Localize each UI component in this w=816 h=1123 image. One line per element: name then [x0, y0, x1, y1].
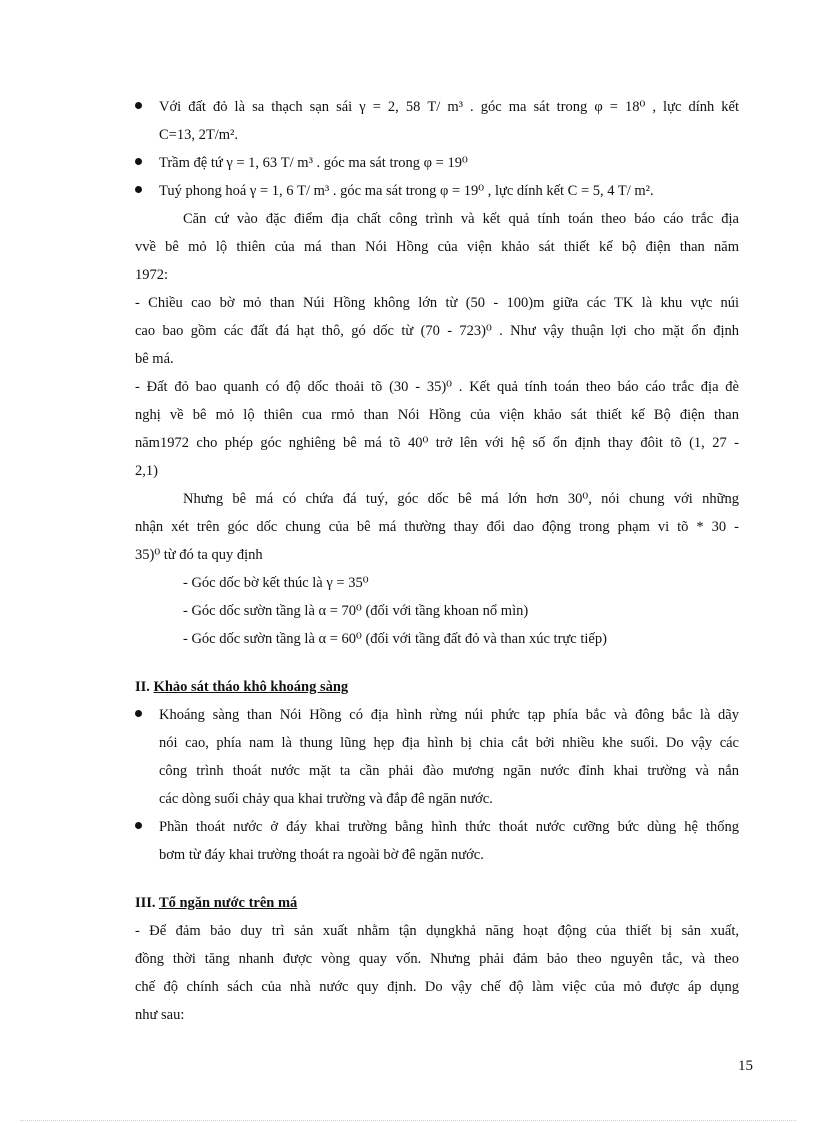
bullet-text: Tuý phong hoá γ = 1, 6 T/ m³ . góc ma sát trong φ = 19⁰ , lực dính kết C = 5, 4 T/ m². [159, 183, 654, 199]
page-number: 15 [738, 1058, 753, 1074]
bullet-text-cont: bơm từ đáy khai trường thoát ra ngoài bờ đê ngăn nước. [159, 847, 484, 863]
bullet-dot-icon [135, 186, 142, 193]
bullet-item [135, 149, 739, 177]
bullet-text: Khoáng sàng than Nói Hồng có địa hình rừng núi phức tạp phía bắc và đông bắc là dãy [159, 707, 739, 723]
section-heading [135, 889, 739, 917]
section-number: III. [135, 895, 156, 911]
bullet-item [135, 701, 739, 729]
paragraph-line: 35)⁰ từ đó ta quy định [135, 547, 263, 563]
section-number: II. [135, 679, 150, 695]
page-content [135, 93, 739, 1029]
paragraph-line: Nhưng bê má có chứa đá tuý, góc dốc bê má lớn hơn 30⁰, nói chung với những [183, 491, 739, 507]
section-heading [135, 673, 739, 701]
bullet-text-cont: nói cao, phía nam là thung lũng hẹp địa hình bị chia cắt bởi nhiều khe suối. Do vậy các [159, 735, 739, 751]
paragraph-line: bê má. [135, 351, 174, 367]
paragraph-line: - Để đảm bảo duy trì sản xuất nhằm tận dụngkhả năng hoạt động của thiết bị sản xuất, [135, 923, 739, 939]
page-bottom-divider [20, 1120, 796, 1121]
bullet-text: Trầm đệ tứ γ = 1, 63 T/ m³ . góc ma sát trong φ = 19⁰ [159, 155, 468, 171]
bullet-dot-icon [135, 158, 142, 165]
paragraph-line: 2,1) [135, 463, 158, 479]
bullet-item [135, 813, 739, 841]
bullet-text: Với đất đỏ là sa thạch sạn sái γ = 2, 58 T/ m³ . góc ma sát trong φ = 18⁰ , lực dính kết [159, 99, 739, 115]
paragraph-line: chế độ chính sách của nhà nước quy định. Do vậy chế độ làm việc của mỏ được áp dụng [135, 979, 739, 995]
bullet-dot-icon [135, 710, 142, 717]
paragraph-line: đồng thời tăng nhanh được vòng quay vốn. Nhưng phải đảm bảo theo nguyên tắc, và theo [135, 951, 739, 967]
paragraph-line: cao bao gồm các đất đá hạt thô, gó dốc từ (70 - 723)⁰ . Như vậy thuận lợi cho mặt ổn định [135, 323, 739, 339]
paragraph-line: như sau: [135, 1007, 185, 1023]
bullet-dot-icon [135, 822, 142, 829]
dash-item: - Góc dốc sườn tầng là α = 60⁰ (đối với tầng đất đỏ và than xúc trực tiếp) [183, 631, 607, 647]
section-title: Tổ ngăn nước trên má [158, 895, 298, 911]
bullet-text-cont: công trình thoát nước mặt ta cần phải đào mương ngăn nước đỉnh khai trường và nắn [159, 763, 739, 779]
dash-item: - Góc dốc bờ kết thúc là γ = 35⁰ [183, 575, 369, 591]
bullet-item [135, 177, 739, 205]
bullet-text-cont: C=13, 2T/m². [159, 127, 238, 143]
paragraph-line: năm1972 cho phép góc nghiêng bê má tõ 40⁰ trở lên với hệ số ổn định thay đôit tõ (1, 27 - [135, 435, 739, 451]
paragraph-line: - Chiều cao bờ mỏ than Núi Hồng không lớn từ (50 - 100)m giữa các TK là khu vực núi [135, 295, 739, 311]
paragraph-line: vvề bê mỏ lộ thiên của má than Nói Hồng của viện khảo sát thiết kế bộ điện than năm [135, 239, 739, 255]
paragraph-line: Căn cứ vào đặc điểm địa chất công trình và kết quả tính toán theo báo cáo trắc địa [183, 211, 739, 227]
bullet-text-cont: các dòng suối chảy qua khai trường và đắp đê ngăn nước. [159, 791, 493, 807]
section-title: Khảo sát tháo khô khoáng sàng [153, 679, 349, 695]
paragraph-line: nghị về bê mỏ lộ thiên cua rmỏ than Nói Hồng của viện khảo sát thiết kế Bộ điện than [135, 407, 739, 423]
dash-item: - Góc dốc sườn tầng là α = 70⁰ (đối với tầng khoan nổ mìn) [183, 603, 529, 619]
bullet-text: Phần thoát nước ở đáy khai trường bằng hình thức thoát nước cưỡng bức dùng hệ thống [159, 819, 739, 835]
bullet-item [135, 93, 739, 121]
bullet-dot-icon [135, 102, 142, 109]
paragraph-line: nhận xét trên góc dốc chung của bê má thường thay đổi dao động trong phạm vi tõ * 30 - [135, 519, 739, 535]
paragraph-line: 1972: [135, 267, 169, 283]
paragraph-line: - Đất đỏ bao quanh có độ dốc thoải tõ (30 - 35)⁰ . Kết quả tính toán theo báo cáo trắc địa đè [135, 379, 739, 395]
